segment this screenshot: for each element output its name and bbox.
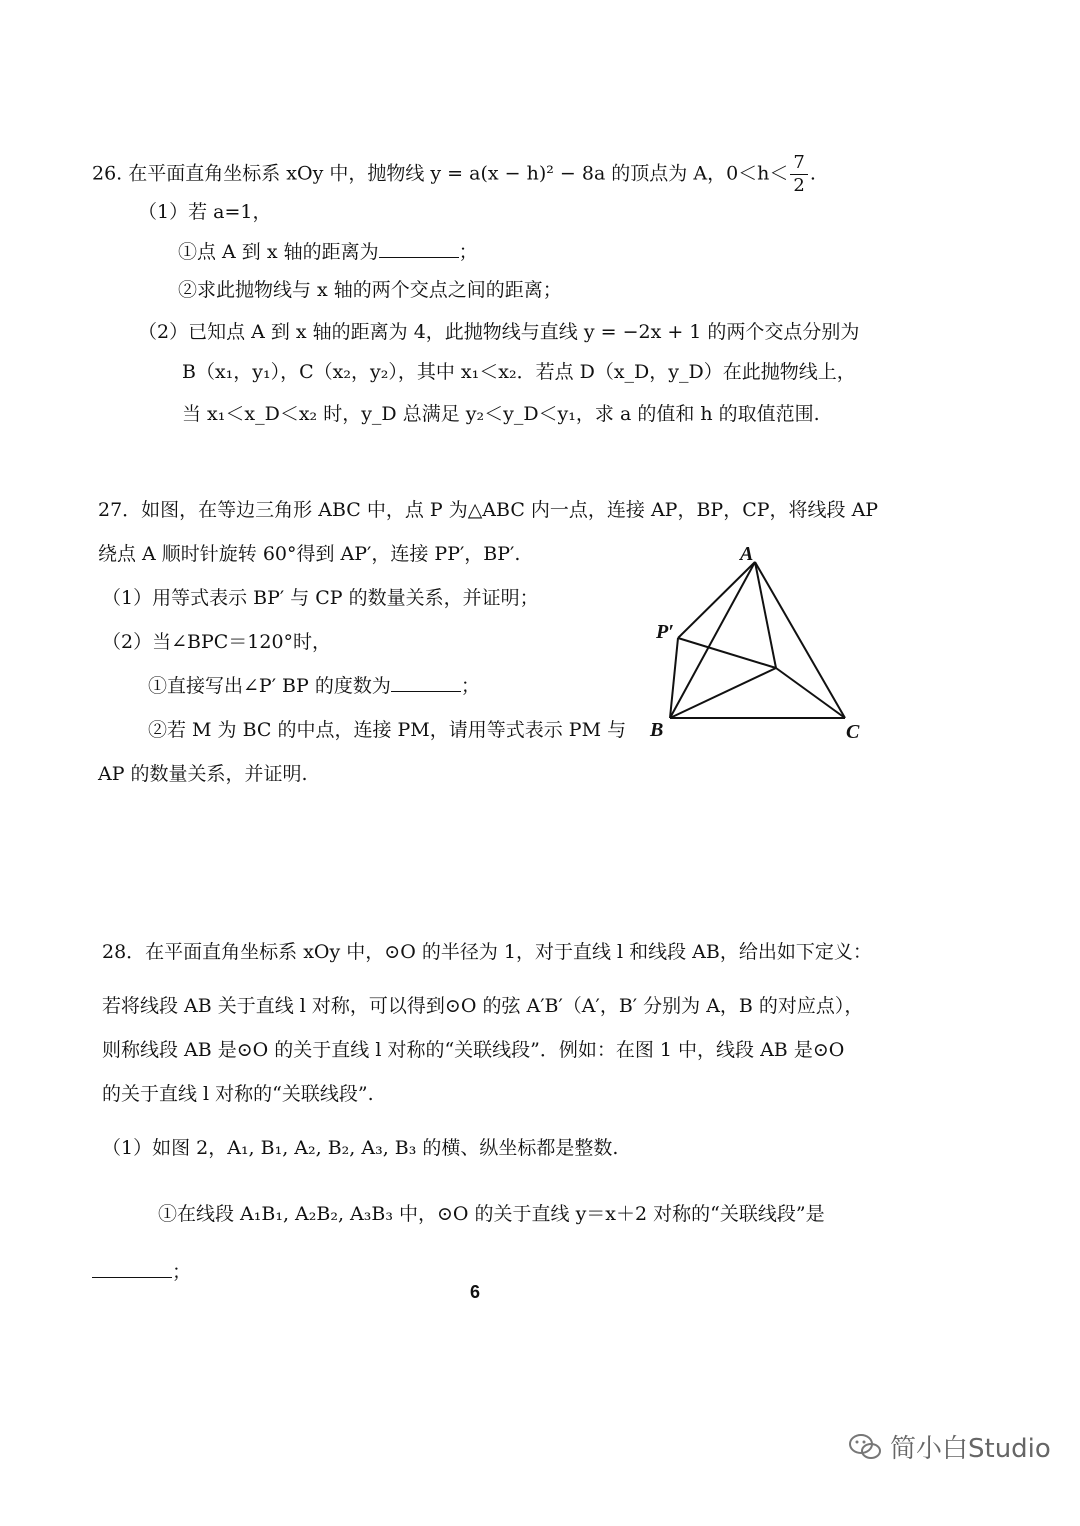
fraction-7-2 <box>790 152 807 197</box>
answer-blank[interactable] <box>92 1259 172 1278</box>
q26-part2: （2）已知点 A 到 x 轴的距离为 4，此抛物线与直线 y = −2x + 1 的两个交点分别为 <box>138 321 860 343</box>
q28-stem-line2: 若将线段 AB 关于直线 l 对称，可以得到⊙O 的弦 A′B′（A′，B′ 分别为 A，B 的对应点）， <box>102 995 864 1017</box>
page-number: 6 <box>470 1282 481 1302</box>
segment-PP-prime <box>678 638 776 668</box>
q26-stem <box>92 152 816 197</box>
q28-stem: 28．在平面直角坐标系 xOy 中，⊙O 的半径为 1，对于直线 l 和线段 AB，给出如下定义： <box>102 941 872 963</box>
fraction-denominator: 2 <box>793 175 805 196</box>
q28-part1a-end: ； <box>172 1261 192 1283</box>
q28-stem-line3: 则称线段 AB 是⊙O 的关于直线 l 对称的“关联线段”．例如：在图 1 中，线段 AB 是⊙O <box>102 1039 845 1061</box>
q26-part1b: ②求此抛物线与 x 轴的两个交点之间的距离； <box>178 279 562 301</box>
q27-stem-line2: 绕点 A 顺时针旋转 60°得到 AP′，连接 PP′，BP′. <box>98 543 521 565</box>
q27-part2a-text: ①直接写出∠P′ BP 的度数为 <box>148 675 391 697</box>
fraction-numerator: 7 <box>790 152 807 175</box>
label-C: C <box>846 721 860 743</box>
q27-part2b: ②若 M 为 BC 的中点，连接 PM，请用等式表示 PM 与 <box>148 719 627 741</box>
q26-part2-line3: 当 x₁＜x_D＜x₂ 时，y_D 总满足 y₂＜y_D＜y₁，求 a 的值和 h 的取值范围. <box>182 403 820 425</box>
q27-part2a-end: ； <box>460 675 480 697</box>
label-A: A <box>740 543 754 565</box>
watermark <box>848 1428 1051 1465</box>
q27-part1: （1）用等式表示 BP′ 与 CP 的数量关系，并证明； <box>102 587 539 609</box>
q28-stem-line4: 的关于直线 l 对称的“关联线段”. <box>102 1083 374 1105</box>
wechat-icon <box>848 1432 882 1462</box>
q27-part2: （2）当∠BPC＝120°时， <box>102 631 332 653</box>
q28-part1a-answer <box>92 1258 191 1286</box>
q26-part1a-text: ①点 A 到 x 轴的距离为 <box>178 241 379 263</box>
q27-stem: 27．如图，在等边三角形 ABC 中，点 P 为△ABC 内一点，连接 AP，BP，CP，将线段 AP <box>98 499 879 521</box>
edge-AC <box>755 562 845 718</box>
q26-part2-line2: B（x₁，y₁），C（x₂，y₂），其中 x₁＜x₂．若点 D（x_D，y_D）在此抛物线上， <box>182 361 856 383</box>
q28-part1: （1）如图 2，A₁, B₁, A₂, B₂, A₃, B₃ 的横、纵坐标都是整数. <box>102 1137 619 1159</box>
q26-part1: （1）若 a=1， <box>138 201 272 223</box>
watermark-text: 简小白Studio <box>890 1434 1051 1464</box>
segment-AP <box>755 562 776 668</box>
segment-CP <box>776 668 845 718</box>
answer-blank[interactable] <box>379 239 459 258</box>
q26-part1a <box>178 238 478 266</box>
q26-lead: 26. 在平面直角坐标系 xOy 中，抛物线 y = a(x − h)² − 8a 的顶点为 A，0＜h＜ <box>92 162 789 185</box>
label-B: B <box>650 719 664 741</box>
q26-part1a-end: ； <box>458 241 478 263</box>
triangle-figure <box>640 540 870 750</box>
q28-part1a: ①在线段 A₁B₁, A₂B₂, A₃B₃ 中，⊙O 的关于直线 y＝x＋2 对称的“关联线段”是 <box>158 1203 825 1225</box>
q27-part2a <box>148 672 480 700</box>
answer-blank[interactable] <box>391 673 461 692</box>
label-P-prime: P′ <box>656 621 674 643</box>
segment-AP-prime <box>678 562 755 638</box>
q27-part2b-line2: AP 的数量关系，并证明. <box>98 763 308 785</box>
segment-BP <box>670 668 776 718</box>
q26-end: . <box>809 162 816 185</box>
